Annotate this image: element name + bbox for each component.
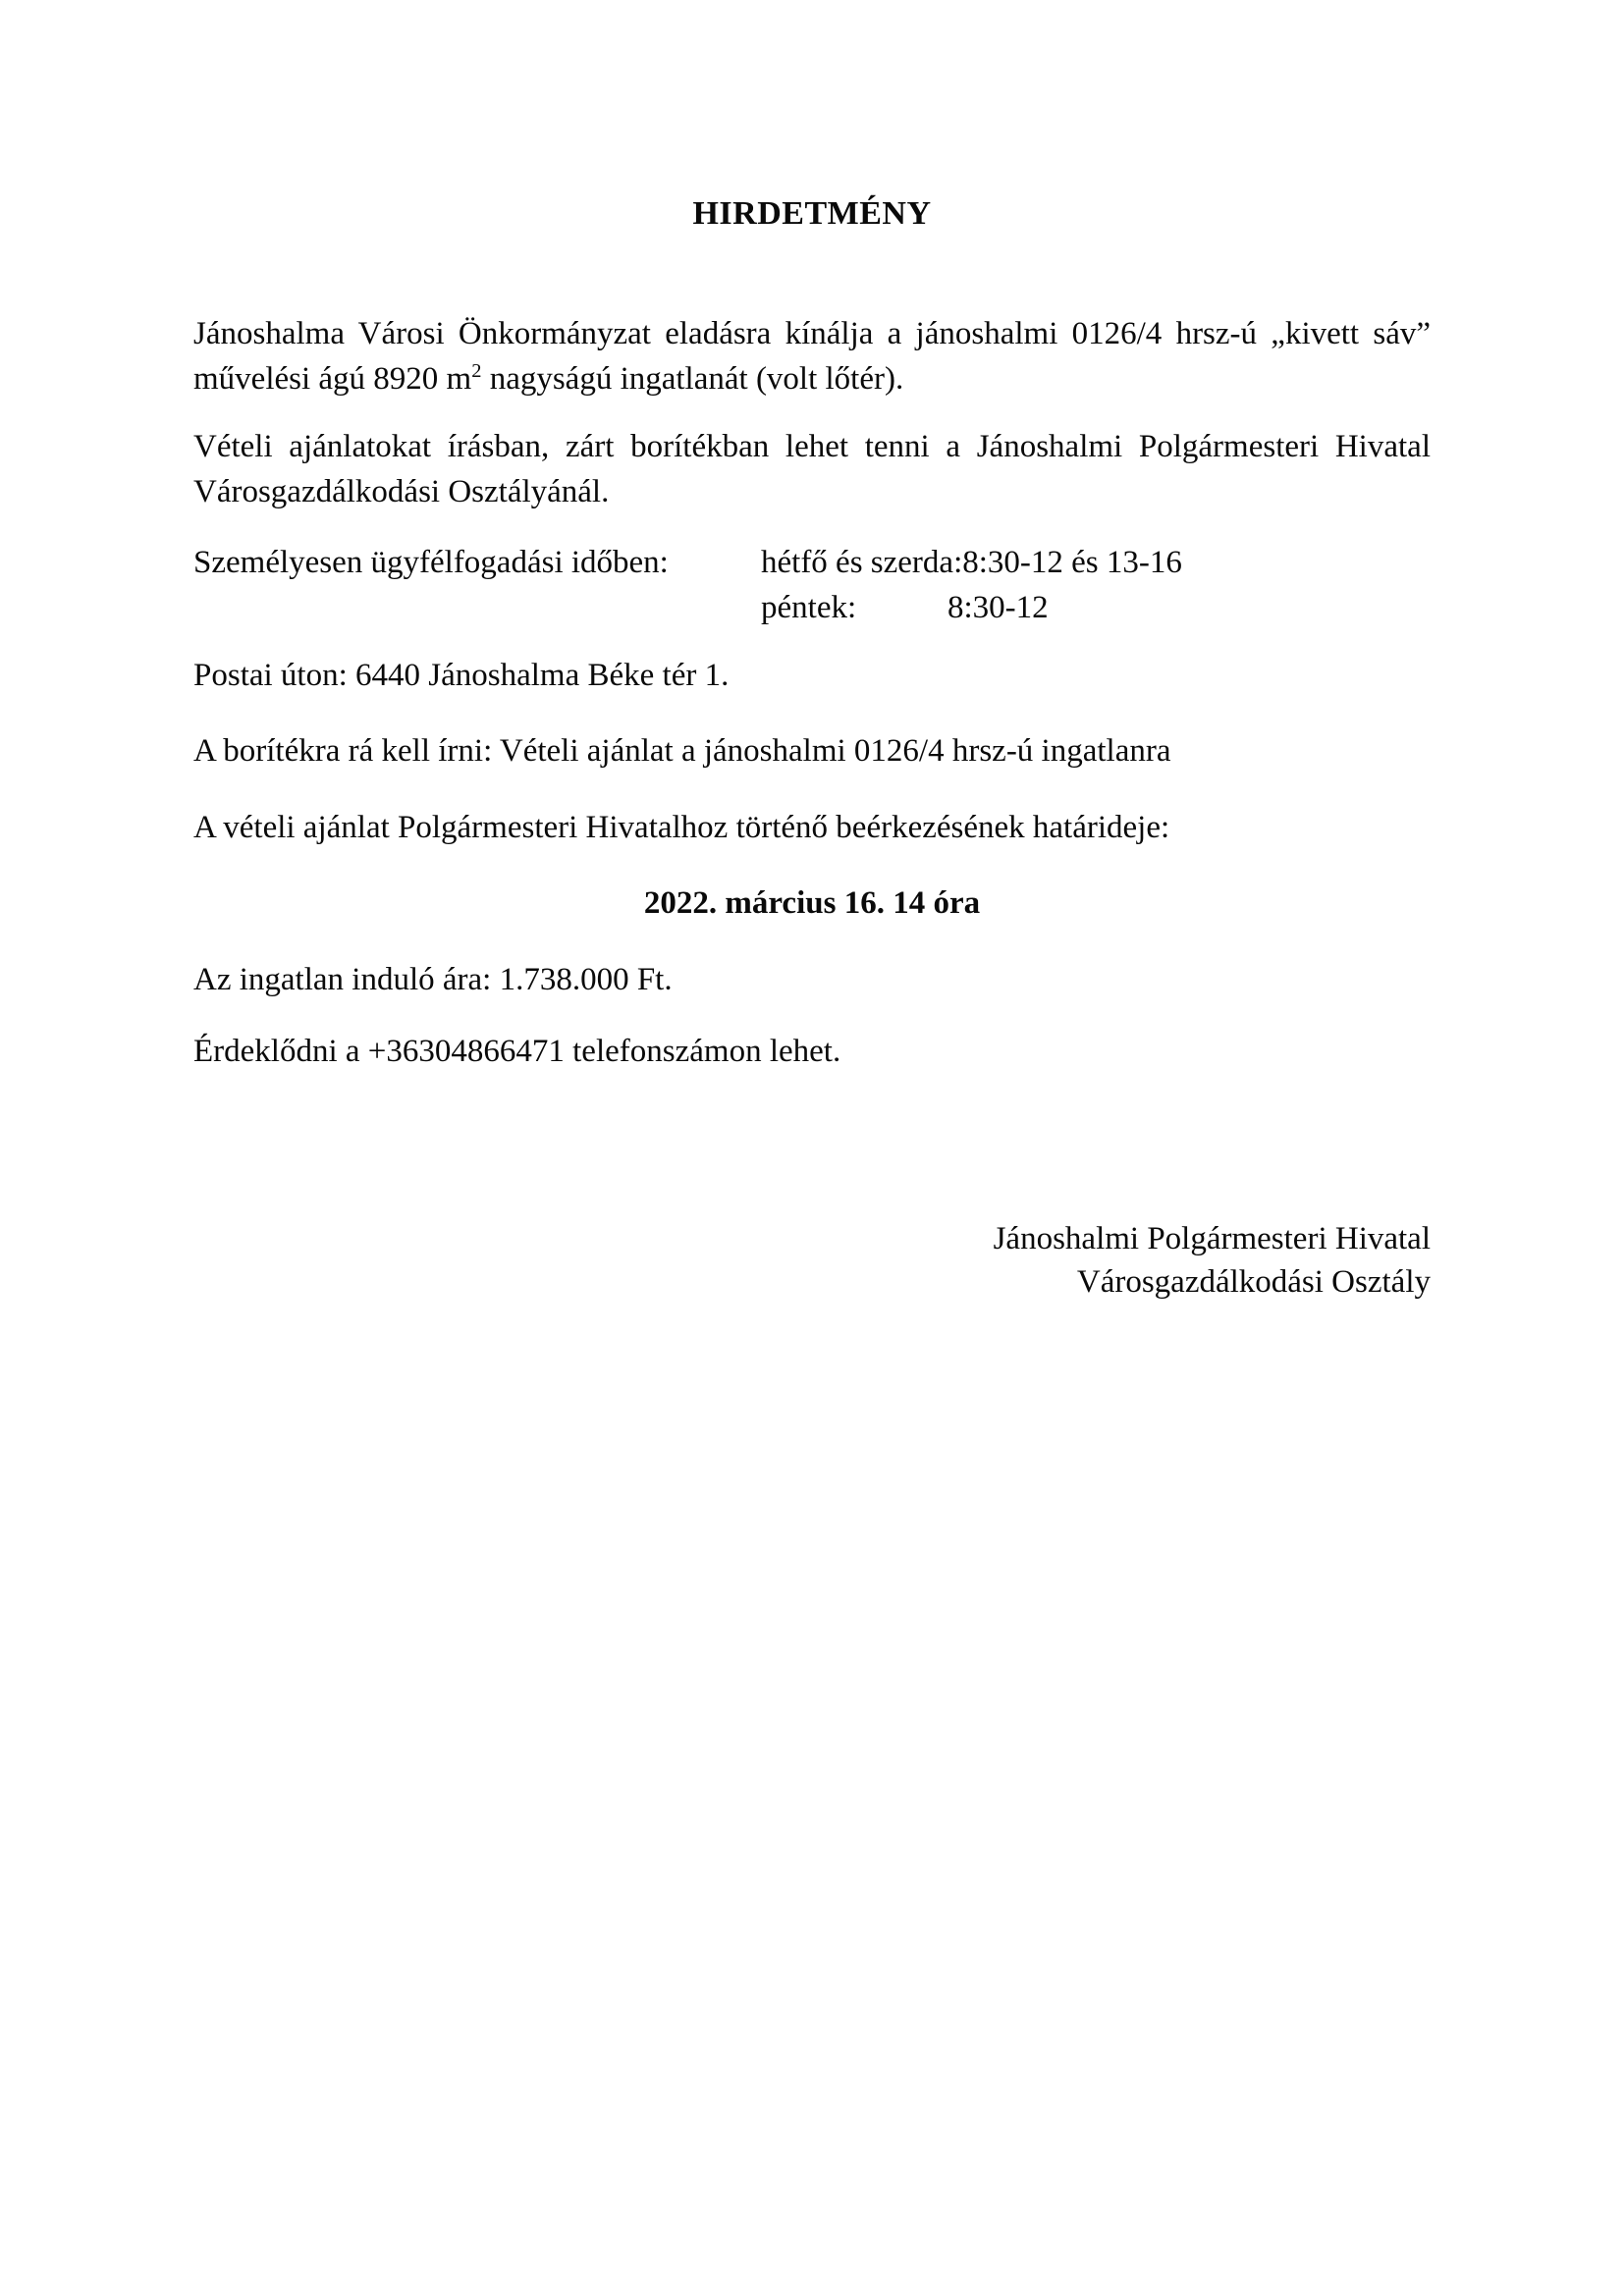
submission-paragraph-line-2: Városgazdálkodási Osztályánál. — [193, 474, 610, 509]
signature-line-1: Jánoshalmi Polgármesteri Hivatal — [993, 1221, 1431, 1256]
postal-line: Postai úton: 6440 Jánoshalma Béke tér 1. — [193, 658, 730, 693]
offer-line2-text: művelési ágú 8920 m — [193, 361, 472, 397]
deadline-date: 2022. március 16. 14 óra — [643, 885, 981, 921]
office-hours-time: 8:30-12 és 13-16 — [962, 545, 1182, 580]
envelope-line: A borítékra rá kell írni: Vételi ajánlat a jánoshalmi 0126/4 hrsz-ú ingatlanra — [193, 733, 1171, 769]
submission-paragraph — [193, 424, 1431, 514]
office-hours-row — [761, 540, 1431, 585]
signature-line-2: Városgazdálkodási Osztály — [1076, 1264, 1431, 1300]
document-title: HIRDETMÉNY — [692, 195, 932, 232]
office-hours-day: hétfő és szerda: — [761, 545, 963, 580]
signature-block — [193, 1217, 1431, 1304]
office-hours-label: Személyesen ügyfélfogadási időben: — [193, 545, 669, 580]
contact-line: Érdeklődni a +36304866471 telefonszámon lehet. — [193, 1034, 841, 1069]
submission-paragraph-line-1: Vételi ajánlatokat írásban, zárt borítékban lehet tenni a Jánoshalmi Polgármesteri Hivatal — [193, 429, 1431, 464]
office-hours-section — [193, 540, 1431, 630]
offer-paragraph-line-1: Jánoshalma Városi Önkormányzat eladásra kínálja a jánoshalmi 0126/4 hrsz-ú „kivett sáv” — [193, 316, 1431, 351]
office-hours-day: péntek: — [761, 590, 857, 625]
area-superscript: 2 — [471, 360, 482, 382]
deadline-intro: A vételi ajánlat Polgármesteri Hivatalhoz történő beérkezésének határideje: — [193, 810, 1170, 845]
office-hours-time: 8:30-12 — [947, 590, 1049, 625]
office-hours-row — [761, 585, 1431, 630]
offer-paragraph — [193, 311, 1431, 401]
offer-line2-rest: nagyságú ingatlanát (volt lőtér). — [481, 361, 904, 397]
price-line: Az ingatlan induló ára: 1.738.000 Ft. — [193, 962, 673, 997]
office-hours-table — [761, 540, 1431, 630]
offer-paragraph-line-2 — [193, 356, 1431, 401]
